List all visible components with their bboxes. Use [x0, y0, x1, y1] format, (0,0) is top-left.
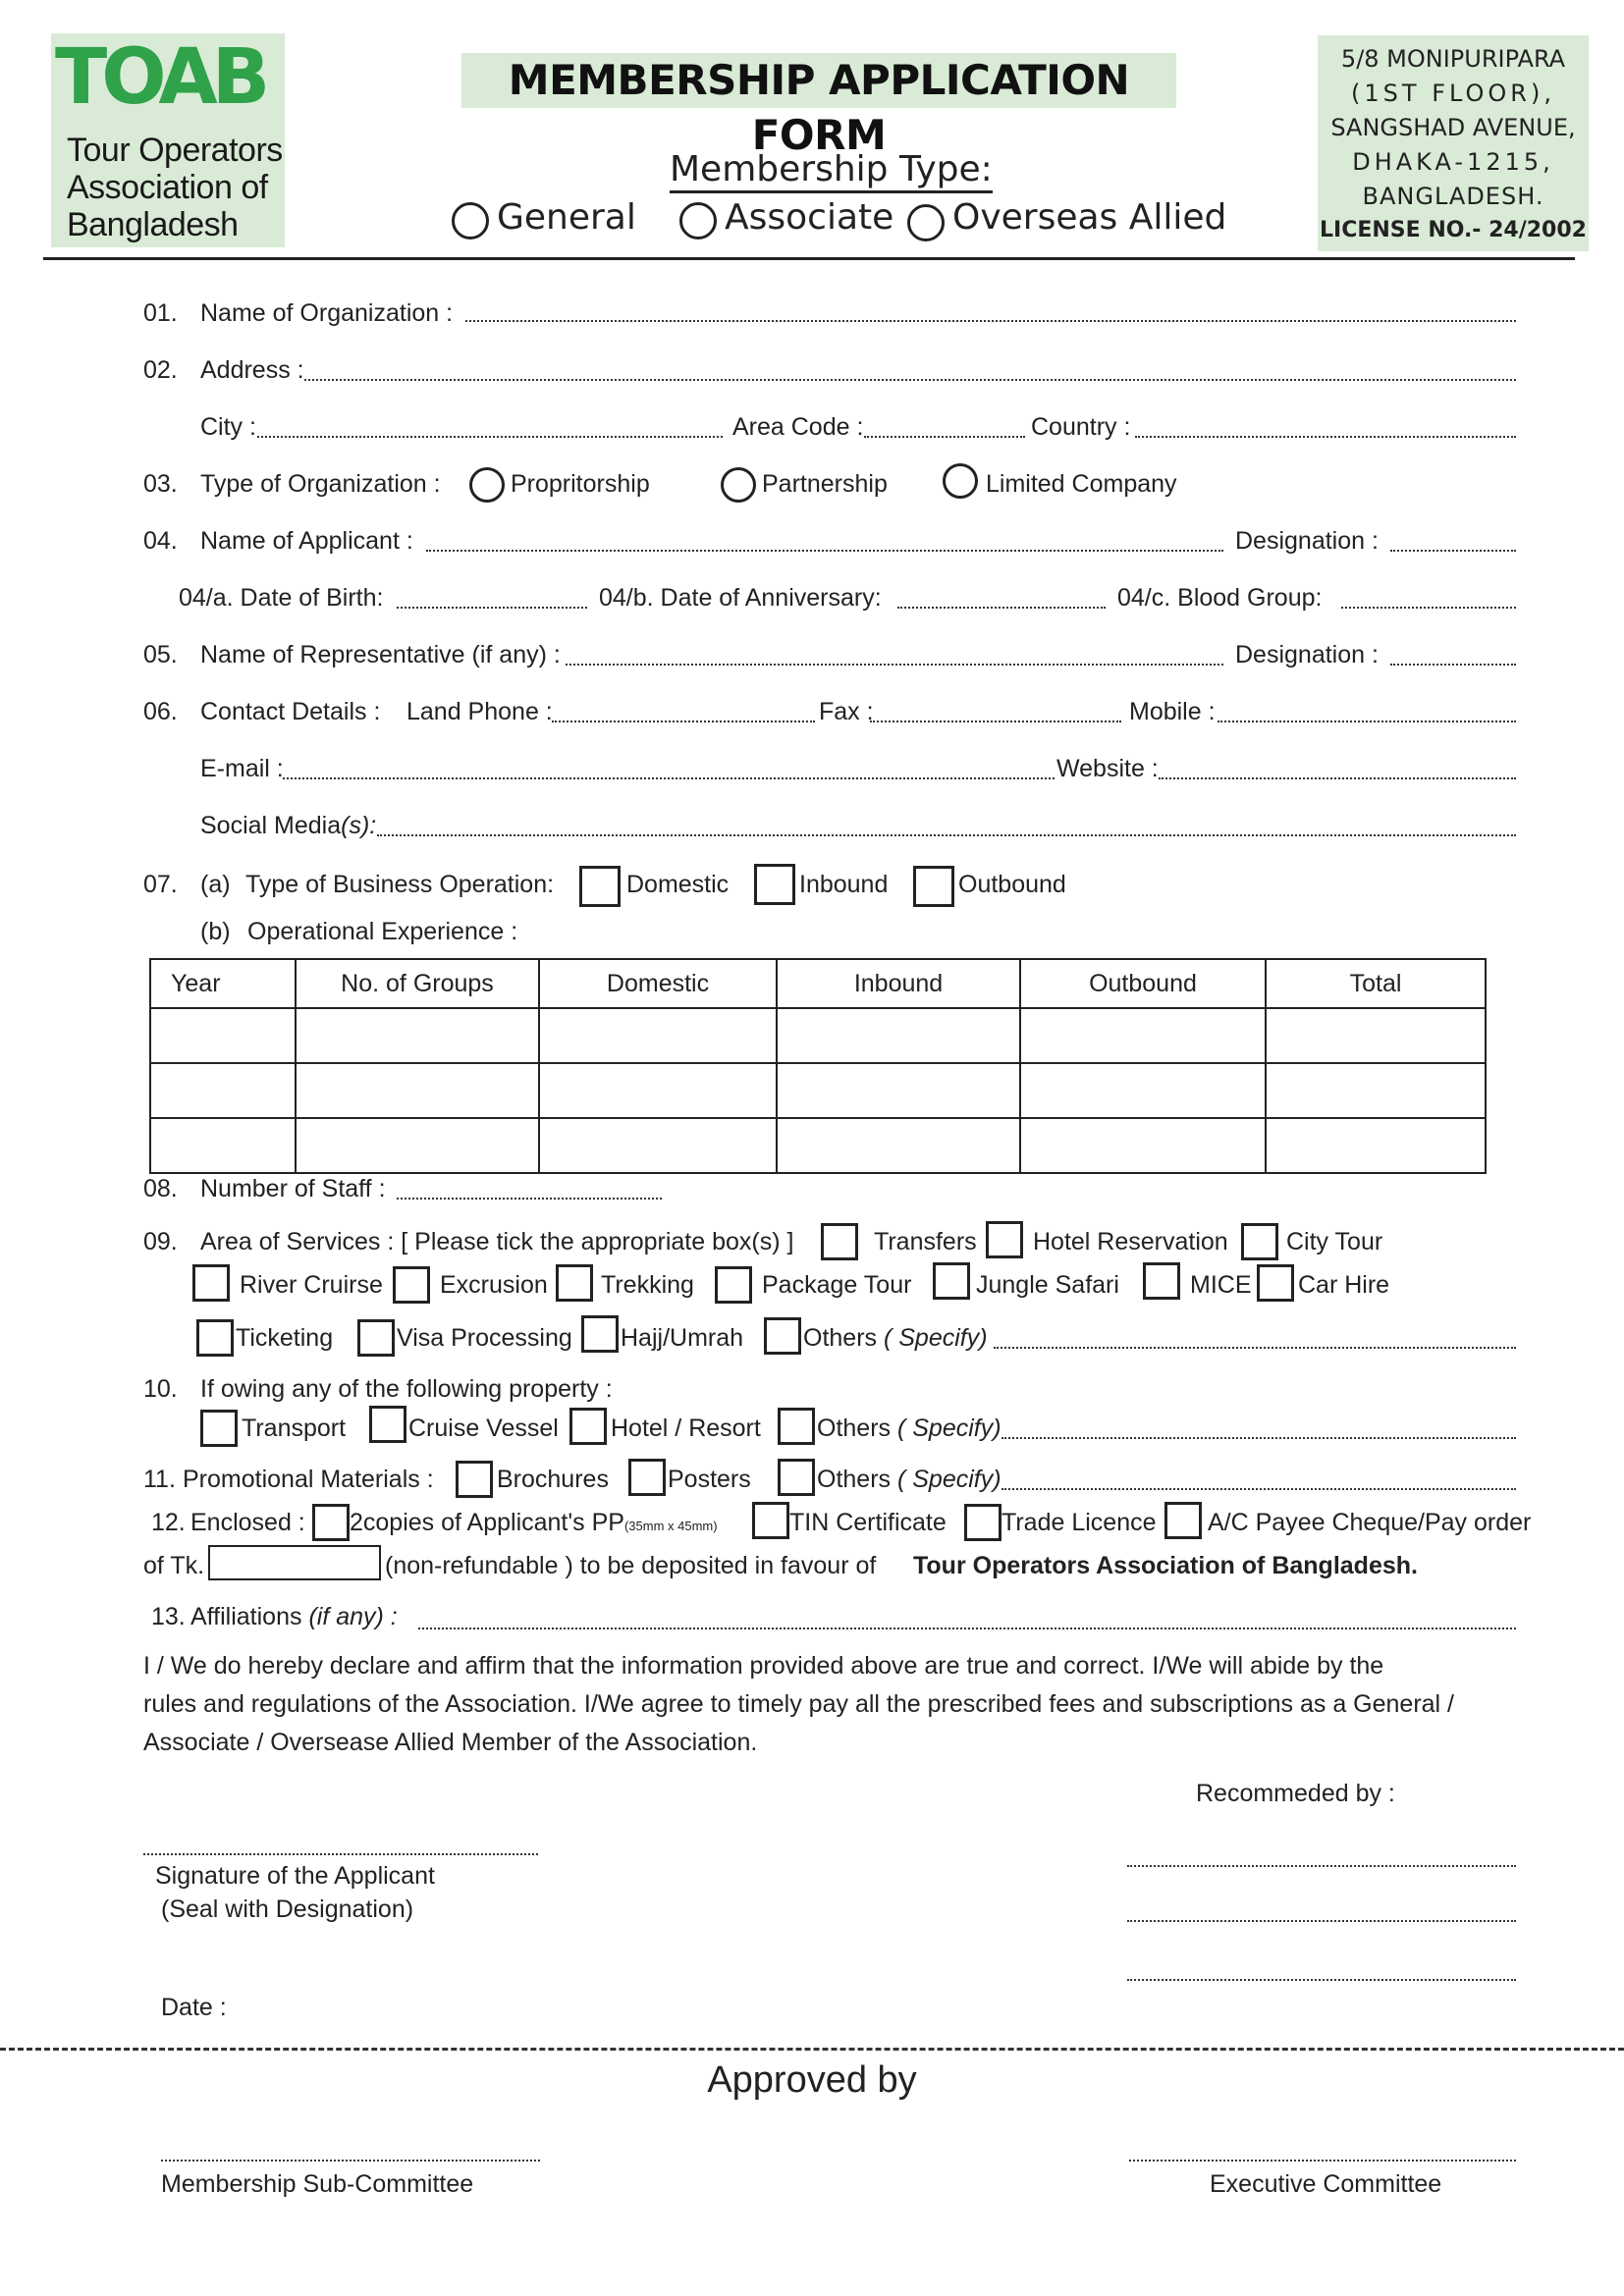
checkbox-trade-licence[interactable]	[964, 1504, 1001, 1541]
page-title: MEMBERSHIP APPLICATION FORM	[508, 56, 1130, 159]
others-services-label	[803, 1323, 988, 1353]
propritorship-label: Propritorship	[511, 470, 650, 498]
sub-field-a: (a)	[200, 871, 231, 898]
header-divider	[43, 257, 1575, 260]
excursion-label: Excrusion	[440, 1271, 548, 1299]
field-number: 03.	[143, 470, 178, 498]
table-cell[interactable]	[539, 1118, 777, 1173]
passport-photos-label	[350, 1508, 718, 1541]
declaration-line: Associate / Oversease Allied Member of the Association.	[143, 1729, 758, 1756]
staff-number-label: Number of Staff :	[200, 1175, 386, 1202]
city-tour-label: City Tour	[1286, 1228, 1383, 1255]
org-name-label: Name of Organization :	[200, 299, 454, 327]
th-inbound: Inbound	[777, 959, 1020, 1008]
table-cell[interactable]	[1266, 1118, 1486, 1173]
checkbox-hajj-umrah[interactable]	[581, 1315, 619, 1353]
checkbox-river-cruise[interactable]	[192, 1264, 230, 1302]
toab-logo	[51, 33, 285, 247]
th-total: Total	[1266, 959, 1486, 1008]
dob-field[interactable]	[397, 607, 587, 609]
partnership-label: Partnership	[762, 470, 888, 498]
approved-by-heading: Approved by	[707, 2059, 917, 2101]
membership-associate-label: Associate	[725, 197, 894, 238]
others-services-field[interactable]	[994, 1347, 1516, 1349]
table-row	[150, 1008, 1486, 1063]
checkbox-inbound[interactable]	[754, 864, 795, 905]
table-cell[interactable]	[1020, 1063, 1266, 1118]
address-line: 5/8 MONIPURIPARA	[1340, 45, 1566, 73]
cruise-vessel-label: Cruise Vessel	[408, 1415, 559, 1442]
table-cell[interactable]	[150, 1008, 296, 1063]
mobile-field[interactable]	[1218, 721, 1516, 722]
radio-limited-company[interactable]	[943, 463, 978, 499]
posters-label: Posters	[668, 1466, 751, 1493]
logo-line-2: Association of	[67, 169, 268, 206]
tk-suffix: (non-refundable ) to be deposited in favour of	[385, 1552, 877, 1579]
mobile-label: Mobile :	[1129, 698, 1216, 725]
field-number: 12.	[151, 1509, 186, 1536]
hotel-reservation-label: Hotel Reservation	[1033, 1228, 1228, 1255]
city-field[interactable]	[257, 436, 723, 438]
website-field[interactable]	[1159, 777, 1516, 779]
address-line: BANGLADESH.	[1362, 183, 1544, 210]
sub-field-b: (b)	[200, 918, 231, 945]
org-name-field[interactable]	[465, 320, 1516, 322]
country-label: Country :	[1031, 413, 1131, 441]
contact-details-label: Contact Details :	[200, 698, 381, 725]
amount-input[interactable]	[208, 1545, 381, 1580]
th-domestic: Domestic	[539, 959, 777, 1008]
trade-licence-label: Trade Licence	[1001, 1509, 1157, 1536]
river-cruise-label: River Cruirse	[240, 1271, 383, 1299]
table-cell[interactable]	[539, 1008, 777, 1063]
others-property-field[interactable]	[1001, 1437, 1516, 1439]
others-promo-label	[817, 1465, 1001, 1494]
th-outbound: Outbound	[1020, 959, 1266, 1008]
applicant-name-label: Name of Applicant :	[200, 527, 413, 555]
sub-committee-label: Membership Sub-Committee	[161, 2170, 474, 2198]
photo-size-text: (35mm x 45mm)	[623, 1519, 718, 1533]
table-cell[interactable]	[296, 1008, 539, 1063]
checkbox-visa-processing[interactable]	[357, 1319, 395, 1357]
representative-designation-field[interactable]	[1390, 664, 1516, 666]
hotel-resort-label: Hotel / Resort	[611, 1415, 761, 1442]
property-label: If owing any of the following property :	[200, 1375, 613, 1403]
recommender-line[interactable]	[1127, 1979, 1516, 1981]
tk-organization: Tour Operators Association of Bangladesh.	[913, 1552, 1418, 1579]
date-label: Date :	[161, 1994, 227, 2021]
specify-text: ( Specify)	[896, 1415, 1001, 1442]
promotional-label: Promotional Materials :	[183, 1466, 434, 1493]
logo-line-1: Tour Operators	[67, 132, 283, 169]
checkbox-hotel-reservation[interactable]	[986, 1221, 1023, 1258]
field-number: 09.	[143, 1228, 178, 1255]
social-media-text: Social Media	[200, 812, 342, 839]
applicant-signature-label: Signature of the Applicant	[155, 1862, 435, 1890]
table-cell[interactable]	[1020, 1118, 1266, 1173]
executive-committee-label: Executive Committee	[1210, 2170, 1442, 2198]
recommender-line[interactable]	[1127, 1920, 1516, 1922]
checkbox-payee-cheque[interactable]	[1164, 1502, 1202, 1539]
membership-overseas-label: Overseas Allied	[952, 197, 1227, 238]
representative-field[interactable]	[566, 664, 1223, 666]
radio-propritorship[interactable]	[469, 467, 505, 503]
social-media-suffix: (s):	[341, 812, 377, 839]
checkbox-others-promo[interactable]	[778, 1459, 815, 1496]
others-text: Others	[803, 1324, 878, 1352]
field-number: 13.	[151, 1603, 186, 1630]
email-label: E-mail :	[200, 755, 284, 782]
cut-line	[0, 2048, 1624, 2051]
affiliations-field[interactable]	[418, 1628, 1516, 1629]
checkbox-mice[interactable]	[1143, 1262, 1180, 1300]
area-code-label: Area Code :	[732, 413, 864, 441]
field-number: 08.	[143, 1175, 178, 1202]
trekking-label: Trekking	[601, 1271, 694, 1299]
affiliations-text: Affiliations	[190, 1603, 302, 1630]
checkbox-passport-photos[interactable]	[312, 1504, 350, 1541]
blood-group-label: 04/c. Blood Group:	[1117, 584, 1323, 612]
logo-line-3: Bangladesh	[67, 206, 239, 243]
fax-label: Fax :	[819, 698, 874, 725]
table-row	[150, 1063, 1486, 1118]
applicant-signature-line[interactable]	[143, 1853, 538, 1855]
representative-label: Name of Representative (if any) :	[200, 641, 561, 668]
tin-certificate-label: TIN Certificate	[789, 1509, 947, 1536]
th-groups: No. of Groups	[296, 959, 539, 1008]
address-box	[1318, 35, 1589, 251]
designation-label: Designation :	[1235, 527, 1379, 555]
checkbox-others-property[interactable]	[778, 1408, 815, 1445]
staff-number-field[interactable]	[397, 1198, 662, 1200]
checkbox-trekking[interactable]	[556, 1264, 593, 1302]
field-number: 04.	[143, 527, 178, 555]
table-cell[interactable]	[539, 1063, 777, 1118]
radio-partnership[interactable]	[721, 467, 756, 503]
field-number: 07.	[143, 871, 178, 898]
blood-group-field[interactable]	[1341, 607, 1516, 609]
checkbox-tin-certificate[interactable]	[752, 1502, 789, 1539]
country-field[interactable]	[1135, 436, 1516, 438]
hajj-umrah-label: Hajj/Umrah	[621, 1324, 744, 1352]
membership-type-label: Membership Type:	[670, 149, 993, 193]
domestic-label: Domestic	[626, 871, 730, 898]
radio-associate[interactable]	[679, 202, 717, 240]
sub-committee-signature-line[interactable]	[161, 2160, 540, 2162]
th-year: Year	[150, 959, 296, 1008]
table-cell[interactable]	[1266, 1063, 1486, 1118]
table-cell[interactable]	[296, 1063, 539, 1118]
anniversary-label: 04/b. Date of Anniversary:	[599, 584, 882, 612]
table-cell[interactable]	[777, 1063, 1020, 1118]
transport-label: Transport	[242, 1415, 347, 1442]
declaration-line: rules and regulations of the Association. I/We agree to timely pay all the prescribed fees and subscriptions as a General /	[143, 1690, 1454, 1718]
table-cell[interactable]	[777, 1118, 1020, 1173]
declaration-line: I / We do hereby declare and affirm that the information provided above are true and correct. I/We will abide by the	[143, 1652, 1384, 1680]
org-type-label: Type of Organization :	[200, 470, 441, 498]
dob-label: 04/a. Date of Birth:	[179, 584, 384, 612]
others-text: Others	[817, 1415, 892, 1442]
table-cell[interactable]	[150, 1118, 296, 1173]
others-property-label	[817, 1414, 1001, 1443]
applicant-designation-field[interactable]	[1390, 550, 1516, 552]
table-cell[interactable]	[150, 1063, 296, 1118]
radio-general[interactable]	[452, 202, 489, 240]
address-line: DHAKA-1215,	[1352, 148, 1554, 176]
seal-label: (Seal with Designation)	[161, 1896, 414, 1923]
recommender-line[interactable]	[1127, 1865, 1516, 1867]
checkbox-jungle-safari[interactable]	[933, 1262, 970, 1300]
land-phone-field[interactable]	[552, 721, 815, 722]
inbound-label: Inbound	[799, 871, 889, 898]
checkbox-package-tour[interactable]	[715, 1266, 752, 1304]
limited-company-label: Limited Company	[986, 470, 1177, 498]
field-number: 01.	[143, 299, 178, 327]
radio-overseas-allied[interactable]	[907, 204, 945, 241]
specify-text: ( Specify)	[896, 1466, 1001, 1493]
brochures-label: Brochures	[497, 1466, 609, 1493]
address-line: SANGSHAD AVENUE,	[1330, 114, 1576, 141]
checkbox-outbound[interactable]	[913, 866, 954, 907]
package-tour-label: Package Tour	[762, 1271, 912, 1299]
visa-processing-label: Visa Processing	[397, 1324, 572, 1352]
checkbox-domestic[interactable]	[579, 866, 621, 907]
mice-label: MICE	[1190, 1271, 1252, 1299]
area-of-services-label: Area of Services : [ Please tick the appropriate box(s) ]	[200, 1228, 794, 1255]
anniversary-field[interactable]	[897, 607, 1106, 609]
car-hire-label: Car Hire	[1298, 1271, 1390, 1299]
operational-experience-table	[149, 958, 1487, 1174]
table-cell[interactable]	[1020, 1008, 1266, 1063]
address-label: Address :	[200, 356, 304, 384]
fax-field[interactable]	[870, 721, 1121, 722]
table-row	[150, 1118, 1486, 1173]
table-cell[interactable]	[777, 1008, 1020, 1063]
table-header-row	[150, 959, 1486, 1008]
checkbox-car-hire[interactable]	[1257, 1264, 1294, 1302]
executive-signature-line[interactable]	[1129, 2160, 1516, 2162]
specify-text: ( Specify)	[883, 1324, 988, 1352]
address-field[interactable]	[304, 379, 1516, 381]
field-number: 06.	[143, 698, 178, 725]
operational-experience-label: Operational Experience :	[247, 918, 518, 945]
outbound-label: Outbound	[958, 871, 1066, 898]
others-text: Others	[817, 1466, 892, 1493]
payee-cheque-label: A/C Payee Cheque/Pay order	[1208, 1509, 1532, 1536]
recommended-by-label: Recommeded by :	[1196, 1780, 1395, 1807]
website-label: Website :	[1056, 755, 1159, 782]
transfers-label: Transfers	[874, 1228, 977, 1255]
affiliations-label	[190, 1602, 398, 1631]
checkbox-others-services[interactable]	[764, 1317, 801, 1355]
applicant-name-field[interactable]	[426, 550, 1223, 552]
land-phone-label: Land Phone :	[406, 698, 553, 725]
checkbox-hotel-resort[interactable]	[569, 1408, 607, 1445]
title-box	[461, 53, 1176, 159]
city-label: City :	[200, 413, 256, 441]
jungle-safari-label: Jungle Safari	[976, 1271, 1119, 1299]
tk-prefix: of Tk.	[143, 1552, 205, 1579]
email-field[interactable]	[283, 777, 1055, 779]
checkbox-cruise-vessel[interactable]	[369, 1406, 406, 1443]
checkbox-city-tour[interactable]	[1241, 1223, 1278, 1260]
others-promo-field[interactable]	[1001, 1488, 1516, 1490]
checkbox-ticketing[interactable]	[196, 1319, 234, 1357]
area-code-field[interactable]	[864, 436, 1025, 438]
checkbox-brochures[interactable]	[456, 1461, 493, 1498]
field-number: 10.	[143, 1375, 178, 1403]
checkbox-posters[interactable]	[628, 1459, 666, 1496]
address-line: (1ST FLOOR),	[1351, 80, 1555, 107]
logo-mark: TOAB	[55, 33, 265, 122]
business-operation-label: Type of Business Operation:	[245, 871, 555, 898]
social-media-field[interactable]	[377, 834, 1516, 836]
affiliations-suffix: (if any) :	[308, 1603, 398, 1630]
field-number: 02.	[143, 356, 178, 384]
field-number: 05.	[143, 641, 178, 668]
field-number: 11.	[143, 1466, 176, 1493]
checkbox-transfers[interactable]	[821, 1223, 858, 1260]
table-cell[interactable]	[1266, 1008, 1486, 1063]
designation-label: Designation :	[1235, 641, 1379, 668]
table-cell[interactable]	[296, 1118, 539, 1173]
ticketing-label: Ticketing	[236, 1324, 334, 1352]
membership-general-label: General	[497, 197, 636, 238]
license-number: LICENSE NO.- 24/2002	[1320, 218, 1587, 242]
enclosed-label: Enclosed :	[190, 1509, 305, 1536]
checkbox-excursion[interactable]	[393, 1266, 430, 1304]
social-media-label	[200, 811, 376, 840]
passport-photos-text: 2copies of Applicant's PP	[350, 1509, 624, 1536]
checkbox-transport[interactable]	[200, 1410, 238, 1447]
